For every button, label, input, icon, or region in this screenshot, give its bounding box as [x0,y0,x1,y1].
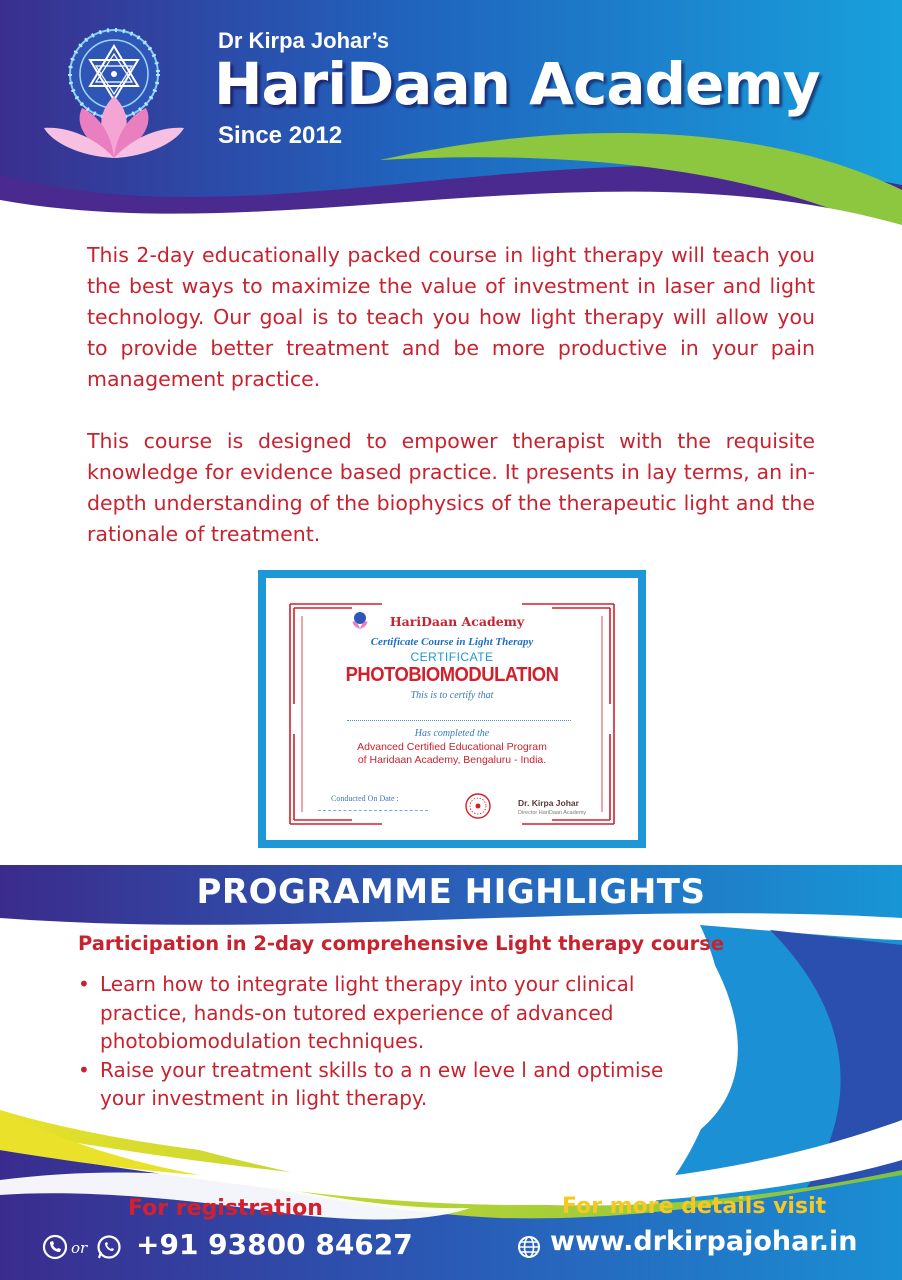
globe-icon [516,1234,542,1260]
certificate-label: CERTIFICATE [410,650,494,664]
brand-prefix: Dr Kirpa Johar’s [218,28,390,53]
highlight-item: • Learn how to integrate light therapy into your clinical practice, hands-on tutored experience of advanced photobiomodulation techniques. [78,970,668,1056]
certificate-signatory: Dr. Kirpa Johar [518,798,579,808]
certificate-completed: Has completed the [414,728,490,739]
highlights-title: PROGRAMME HIGHLIGHTS [196,872,706,912]
certificate-seal-icon [464,792,492,820]
certificate-academy: HariDaan Academy [389,614,525,629]
visit-label: For more details visit [562,1194,827,1219]
or-text: or [71,1239,88,1257]
certificate-image [258,570,646,848]
certificate-signatory-title: Director HariDaan Academy [518,810,587,816]
highlights-list [78,970,668,1113]
phone-number[interactable]: +91 93800 84627 [136,1228,413,1261]
intro-paragraph-1: This 2-day educationally packed course in light therapy will teach you the best ways to maximize the value of investment in laser and light technology. Our goal is to teach you how light therapy will allow you to provide better treatment and be more productive in your pain management practice. [87,243,815,391]
phone-icon [44,1236,66,1258]
sri-yantra-lotus-icon [38,24,190,164]
certificate-course: Certificate Course in Light Therapy [370,636,534,648]
website-link[interactable]: www.drkirpajohar.in [550,1226,858,1257]
certificate-date-label: Conducted On Date : [331,794,399,803]
certificate-name-line [347,720,571,721]
highlights-subtitle: Participation in 2-day comprehensive Light therapy course [78,932,725,955]
highlight-item: • Raise your treatment skills to a n ew leve l and optimise your investment in light therapy. [78,1056,668,1113]
certificate-program-line-1: Advanced Certified Educational Program [357,741,547,753]
certificate-date-line [318,810,428,811]
brand-since: Since 2012 [218,122,343,149]
whatsapp-icon [99,1237,120,1259]
registration-label: For registration [128,1196,323,1221]
certificate-program [272,741,632,767]
phone-contact-icons [42,1234,130,1260]
intro-paragraph-2: This course is designed to empower therapist with the requisite knowledge for evidence based practice. It presents in lay terms, an in-depth understanding of the biophysics of the therapeutic light and the rationale of treatment. [87,429,815,546]
brand-name: HariDaan Academy [214,50,820,118]
certificate-certify: This is to certify that [410,690,494,701]
certificate-title: PHOTOBIOMODULATION [345,664,559,686]
certificate-program-line-2: of Haridaan Academy, Bengaluru - India. [357,754,547,766]
